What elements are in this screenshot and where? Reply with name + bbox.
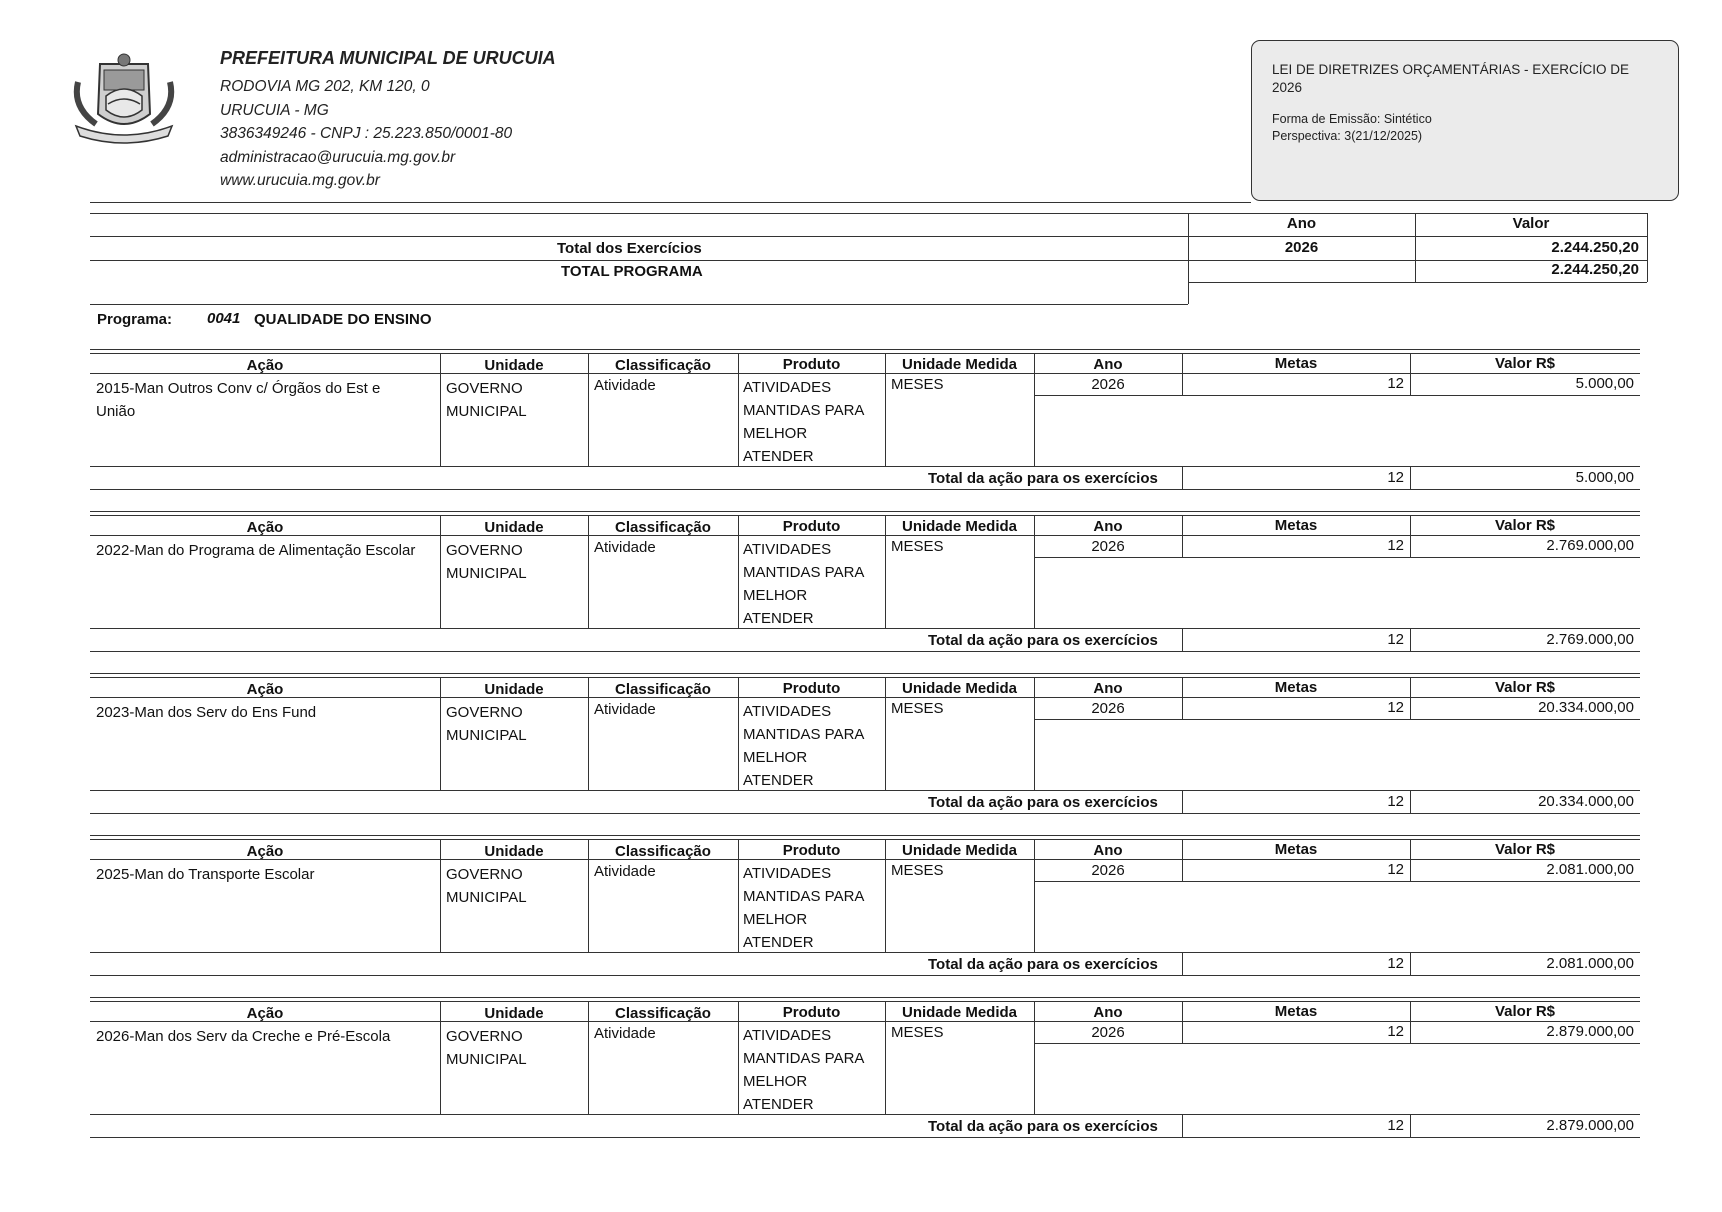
col-unidade: Unidade bbox=[484, 519, 544, 536]
summary-col-valor: Valor bbox=[1512, 215, 1550, 232]
org-phone-cnpj: 3836349246 - CNPJ : 25.223.850/0001-80 bbox=[220, 125, 513, 142]
action-block bbox=[0, 997, 1722, 1147]
col-acao: Ação bbox=[246, 1005, 284, 1022]
summary-col-ano: Ano bbox=[1286, 215, 1317, 232]
action-metas: 12 bbox=[1387, 375, 1404, 392]
action-unidade: GOVERNO MUNICIPAL bbox=[446, 704, 527, 744]
action-valor: 2.879.000,00 bbox=[1546, 1023, 1634, 1040]
action-classificacao: Atividade bbox=[594, 701, 656, 718]
col-valor: Valor R$ bbox=[1494, 517, 1556, 534]
action-description: 2022-Man do Programa de Alimentação Escolar bbox=[96, 542, 416, 559]
action-unidade-medida: MESES bbox=[891, 700, 944, 717]
program-label: Programa: bbox=[97, 311, 173, 328]
divider bbox=[1034, 1043, 1640, 1044]
divider bbox=[90, 304, 1188, 305]
action-ano: 2026 bbox=[1091, 700, 1125, 717]
org-email: administracao@urucuia.mg.gov.br bbox=[220, 148, 456, 166]
program-name: QUALIDADE DO ENSINO bbox=[254, 311, 432, 328]
divider bbox=[1182, 813, 1640, 814]
col-classificacao: Classificação bbox=[615, 843, 711, 860]
divider bbox=[90, 1137, 1182, 1138]
program-code: 0041 bbox=[207, 310, 241, 327]
col-metas: Metas bbox=[1274, 679, 1318, 696]
action-total-metas: 12 bbox=[1387, 793, 1404, 810]
col-unidade: Unidade bbox=[484, 843, 544, 860]
divider bbox=[90, 489, 1182, 490]
action-total-metas: 12 bbox=[1387, 469, 1404, 486]
action-unidade: GOVERNO MUNICIPAL bbox=[446, 380, 527, 420]
col-unidade: Unidade bbox=[484, 1005, 544, 1022]
action-total-label: Total da ação para os exercícios bbox=[928, 794, 1158, 811]
perspective: Perspectiva: 3(21/12/2025) bbox=[1272, 129, 1423, 143]
col-produto: Produto bbox=[782, 356, 841, 373]
col-ano: Ano bbox=[1093, 842, 1123, 859]
divider bbox=[90, 673, 1640, 674]
action-ano: 2026 bbox=[1091, 376, 1125, 393]
action-valor: 2.081.000,00 bbox=[1546, 861, 1634, 878]
action-description: 2026-Man dos Serv da Creche e Pré-Escola bbox=[96, 1028, 391, 1045]
org-website: www.urucuia.mg.gov.br bbox=[220, 172, 380, 189]
divider bbox=[1182, 975, 1640, 976]
action-produto: ATIVIDADES MANTIDAS PARA MELHOR ATENDER bbox=[743, 1027, 864, 1113]
col-unidade-medida: Unidade Medida bbox=[901, 842, 1017, 859]
action-classificacao: Atividade bbox=[594, 539, 656, 556]
divider bbox=[90, 213, 1647, 214]
action-total-label: Total da ação para os exercícios bbox=[928, 1118, 1158, 1135]
col-produto: Produto bbox=[782, 842, 841, 859]
col-produto: Produto bbox=[782, 680, 841, 697]
action-ano: 2026 bbox=[1091, 1024, 1125, 1041]
action-produto: ATIVIDADES MANTIDAS PARA MELHOR ATENDER bbox=[743, 865, 864, 951]
action-unidade: GOVERNO MUNICIPAL bbox=[446, 542, 527, 582]
col-produto: Produto bbox=[782, 1004, 841, 1021]
divider bbox=[1188, 282, 1647, 283]
divider bbox=[90, 651, 1182, 652]
action-total-valor: 5.000,00 bbox=[1575, 469, 1634, 486]
col-unidade-medida: Unidade Medida bbox=[901, 356, 1017, 373]
divider bbox=[90, 677, 1640, 678]
action-metas: 12 bbox=[1387, 699, 1404, 716]
municipal-coat-of-arms bbox=[70, 52, 178, 144]
action-ano: 2026 bbox=[1091, 538, 1125, 555]
divider bbox=[90, 515, 1640, 516]
col-classificacao: Classificação bbox=[615, 1005, 711, 1022]
total-programa-label: TOTAL PROGRAMA bbox=[561, 263, 703, 280]
divider bbox=[1182, 651, 1640, 652]
col-ano: Ano bbox=[1093, 680, 1123, 697]
org-name: PREFEITURA MUNICIPAL DE URUCUIA bbox=[220, 48, 556, 68]
total-programa-valor: 2.244.250,20 bbox=[1551, 261, 1639, 278]
divider bbox=[1034, 557, 1640, 558]
emission-form: Forma de Emissão: Sintético bbox=[1272, 112, 1432, 126]
action-total-valor: 2.769.000,00 bbox=[1546, 631, 1634, 648]
col-metas: Metas bbox=[1274, 517, 1318, 534]
action-description: 2025-Man do Transporte Escolar bbox=[96, 866, 315, 883]
col-metas: Metas bbox=[1274, 841, 1318, 858]
header-divider bbox=[90, 202, 1251, 203]
divider bbox=[1182, 1137, 1640, 1138]
action-block bbox=[0, 511, 1722, 661]
action-unidade-medida: MESES bbox=[891, 862, 944, 879]
action-block bbox=[0, 349, 1722, 499]
action-produto: ATIVIDADES MANTIDAS PARA MELHOR ATENDER bbox=[743, 703, 864, 789]
action-metas: 12 bbox=[1387, 1023, 1404, 1040]
total-exercicios-ano: 2026 bbox=[1284, 239, 1319, 256]
col-unidade-medida: Unidade Medida bbox=[901, 518, 1017, 535]
col-valor: Valor R$ bbox=[1494, 1003, 1556, 1020]
action-classificacao: Atividade bbox=[594, 863, 656, 880]
col-classificacao: Classificação bbox=[615, 519, 711, 536]
col-unidade: Unidade bbox=[484, 357, 544, 374]
action-description: 2023-Man dos Serv do Ens Fund bbox=[96, 704, 317, 721]
action-unidade-medida: MESES bbox=[891, 1024, 944, 1041]
action-total-metas: 12 bbox=[1387, 1117, 1404, 1134]
action-total-label: Total da ação para os exercícios bbox=[928, 632, 1158, 649]
divider bbox=[90, 813, 1182, 814]
divider bbox=[90, 260, 1647, 261]
col-produto: Produto bbox=[782, 518, 841, 535]
col-unidade-medida: Unidade Medida bbox=[901, 680, 1017, 697]
action-valor: 2.769.000,00 bbox=[1546, 537, 1634, 554]
col-ano: Ano bbox=[1093, 518, 1123, 535]
action-total-valor: 2.081.000,00 bbox=[1546, 955, 1634, 972]
col-valor: Valor R$ bbox=[1494, 841, 1556, 858]
divider bbox=[90, 511, 1640, 512]
action-total-metas: 12 bbox=[1387, 631, 1404, 648]
col-ano: Ano bbox=[1093, 356, 1123, 373]
col-unidade: Unidade bbox=[484, 681, 544, 698]
divider bbox=[90, 1001, 1640, 1002]
col-unidade-medida: Unidade Medida bbox=[901, 1004, 1017, 1021]
col-acao: Ação bbox=[246, 519, 284, 536]
action-total-valor: 2.879.000,00 bbox=[1546, 1117, 1634, 1134]
divider bbox=[1034, 395, 1640, 396]
action-classificacao: Atividade bbox=[594, 377, 656, 394]
action-unidade-medida: MESES bbox=[891, 376, 944, 393]
action-valor: 20.334.000,00 bbox=[1538, 699, 1634, 716]
col-metas: Metas bbox=[1274, 355, 1318, 372]
action-metas: 12 bbox=[1387, 861, 1404, 878]
org-city: URUCUIA - MG bbox=[220, 101, 329, 119]
divider bbox=[1647, 213, 1648, 282]
col-valor: Valor R$ bbox=[1494, 679, 1556, 696]
action-unidade: GOVERNO MUNICIPAL bbox=[446, 866, 527, 906]
action-metas: 12 bbox=[1387, 537, 1404, 554]
col-classificacao: Classificação bbox=[615, 357, 711, 374]
total-exercicios-label: Total dos Exercícios bbox=[557, 240, 702, 257]
divider bbox=[90, 236, 1647, 237]
action-valor: 5.000,00 bbox=[1575, 375, 1634, 392]
col-acao: Ação bbox=[246, 681, 284, 698]
action-total-label: Total da ação para os exercícios bbox=[928, 470, 1158, 487]
col-metas: Metas bbox=[1274, 1003, 1318, 1020]
divider bbox=[1182, 489, 1640, 490]
col-acao: Ação bbox=[246, 357, 284, 374]
divider bbox=[90, 997, 1640, 998]
action-classificacao: Atividade bbox=[594, 1025, 656, 1042]
divider bbox=[1034, 719, 1640, 720]
action-description: 2015-Man Outros Conv c/ Órgãos do Est e União bbox=[96, 380, 381, 420]
report-info-box bbox=[1251, 40, 1679, 201]
action-unidade-medida: MESES bbox=[891, 538, 944, 555]
divider bbox=[1034, 881, 1640, 882]
col-ano: Ano bbox=[1093, 1004, 1123, 1021]
action-total-label: Total da ação para os exercícios bbox=[928, 956, 1158, 973]
divider bbox=[90, 349, 1640, 350]
action-unidade: GOVERNO MUNICIPAL bbox=[446, 1028, 527, 1068]
action-total-valor: 20.334.000,00 bbox=[1538, 793, 1634, 810]
col-classificacao: Classificação bbox=[615, 681, 711, 698]
action-ano: 2026 bbox=[1091, 862, 1125, 879]
action-produto: ATIVIDADES MANTIDAS PARA MELHOR ATENDER bbox=[743, 379, 864, 465]
divider bbox=[90, 353, 1640, 354]
total-exercicios-valor: 2.244.250,20 bbox=[1551, 239, 1639, 256]
divider bbox=[90, 839, 1640, 840]
report-title: LEI DE DIRETRIZES ORÇAMENTÁRIAS - EXERCÍCIO DE 2026 bbox=[1272, 62, 1630, 95]
divider bbox=[90, 835, 1640, 836]
municipality-info bbox=[220, 48, 556, 193]
org-address: RODOVIA MG 202, KM 120, 0 bbox=[220, 78, 430, 95]
action-block bbox=[0, 835, 1722, 985]
divider bbox=[90, 975, 1182, 976]
col-acao: Ação bbox=[246, 843, 284, 860]
action-produto: ATIVIDADES MANTIDAS PARA MELHOR ATENDER bbox=[743, 541, 864, 627]
action-block bbox=[0, 673, 1722, 823]
action-total-metas: 12 bbox=[1387, 955, 1404, 972]
col-valor: Valor R$ bbox=[1494, 355, 1556, 372]
